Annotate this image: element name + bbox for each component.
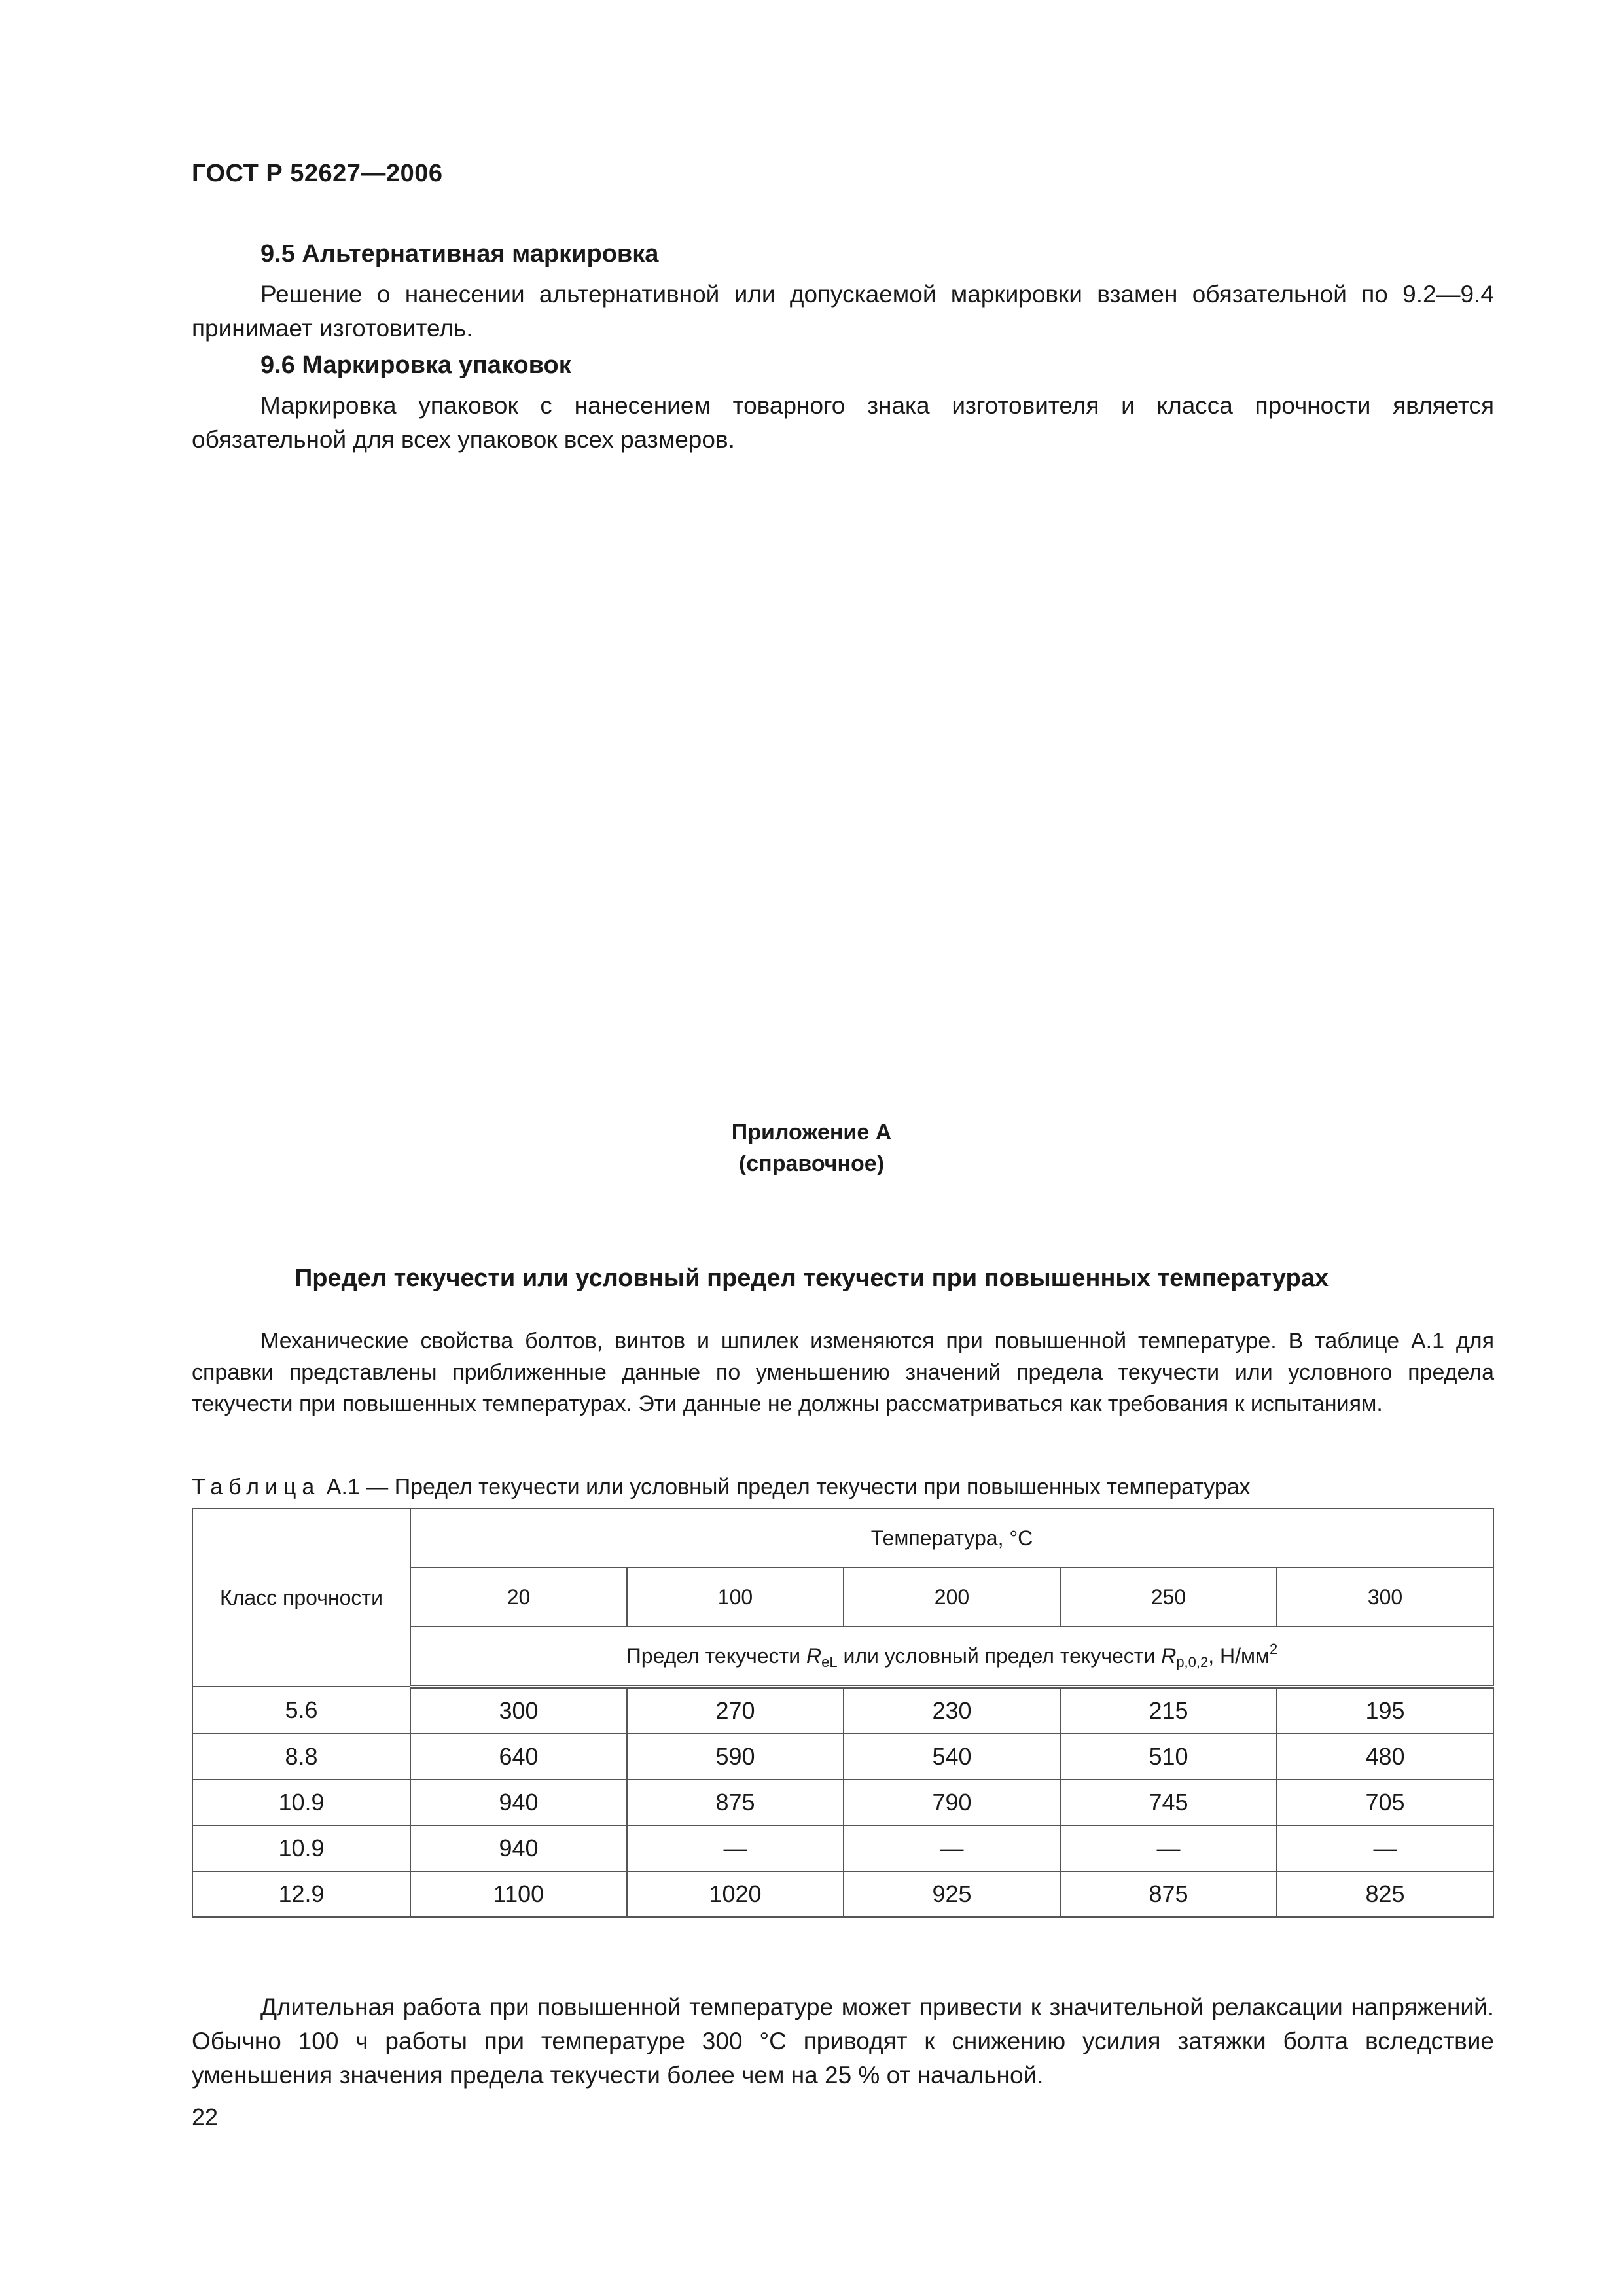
appendix-status: (справочное) xyxy=(738,1151,885,1176)
header-units xyxy=(410,1626,1493,1687)
yield-value-cell: 925 xyxy=(844,1871,1060,1917)
strength-class-cell: 12.9 xyxy=(192,1871,410,1917)
yield-value-cell: 875 xyxy=(627,1780,844,1825)
header-temperature: Температура, °С xyxy=(410,1509,1493,1568)
yield-value-cell: 230 xyxy=(844,1687,1060,1734)
subscript-el: eL xyxy=(821,1654,838,1670)
table-row xyxy=(192,1734,1493,1780)
section-9-6-heading: 9.6 Маркировка упаковок xyxy=(260,351,571,379)
units-text-1: Предел текучести xyxy=(626,1644,806,1668)
section-9-5-text: Решение о нанесении альтернативной или допускаемой маркировки взамен обязательной по 9.2—9.4 принимает изготовитель. xyxy=(192,281,1494,342)
table-row xyxy=(192,1780,1493,1825)
yield-value-cell: 940 xyxy=(410,1780,627,1825)
page-number: 22 xyxy=(192,2104,219,2130)
strength-class-cell: 10.9 xyxy=(192,1780,410,1825)
yield-value-cell: 640 xyxy=(410,1734,627,1780)
appendix-intro: Механические свойства болтов, винтов и шпилек изменяются при повышенной температуре. В таблице А.1 для справки представлены приближенные данные по уменьшению значений предела текучести или условного предела текучести при повышенных температурах. Эти данные не должны рассматриваться как требования к испытаниям. xyxy=(192,1329,1494,1416)
strength-class-cell: 10.9 xyxy=(192,1825,410,1871)
header-strength-class: Класс прочности xyxy=(192,1509,410,1687)
yield-value-cell: 510 xyxy=(1060,1734,1277,1780)
section-9-6-text: Маркировка упаковок с нанесением товарного знака изготовителя и класса прочности является обязательной для всех упаковок всех размеров. xyxy=(192,392,1494,453)
yield-value-cell: 940 xyxy=(410,1825,627,1871)
yield-value-cell: 540 xyxy=(844,1734,1060,1780)
units-text-2: или условный предел текучести xyxy=(837,1644,1162,1668)
subscript-p02: p,0,2 xyxy=(1176,1654,1209,1670)
yield-value-cell: 1020 xyxy=(627,1871,844,1917)
closing-paragraph: Длительная работа при повышенной температуре может привести к значительной релаксации напряжений. Обычно 100 ч работы при температуре 300 °С приводят к снижению усилия затяжки болта вследствие уменьшения значения предела текучести более чем на 25 % от начальной. xyxy=(192,1994,1494,2089)
symbol-r-el: R xyxy=(806,1644,822,1668)
appendix-title xyxy=(0,1117,1623,1179)
strength-class-cell: 5.6 xyxy=(192,1687,410,1734)
appendix-heading: Предел текучести или условный предел текучести при повышенных температурах xyxy=(294,1265,1329,1292)
table-caption-text: А.1 — Предел текучести или условный предел текучести при повышенных температурах xyxy=(326,1475,1251,1499)
yield-value-cell: 1100 xyxy=(410,1871,627,1917)
yield-value-cell: 480 xyxy=(1277,1734,1493,1780)
header-temp-300: 300 xyxy=(1277,1568,1493,1626)
yield-value-cell: — xyxy=(1060,1825,1277,1871)
yield-value-cell: 300 xyxy=(410,1687,627,1734)
table-caption-word: Таблица xyxy=(192,1475,321,1499)
yield-value-cell: 590 xyxy=(627,1734,844,1780)
yield-value-cell: — xyxy=(627,1825,844,1871)
header-temp-250: 250 xyxy=(1060,1568,1277,1626)
appendix-label: Приложение А xyxy=(731,1120,892,1145)
yield-value-cell: 195 xyxy=(1277,1687,1493,1734)
yield-value-cell: 875 xyxy=(1060,1871,1277,1917)
yield-value-cell: 790 xyxy=(844,1780,1060,1825)
superscript-2: 2 xyxy=(1270,1641,1278,1657)
header-temp-100: 100 xyxy=(627,1568,844,1626)
yield-value-cell: 825 xyxy=(1277,1871,1493,1917)
yield-value-cell: 215 xyxy=(1060,1687,1277,1734)
yield-value-cell: — xyxy=(1277,1825,1493,1871)
section-9-5-heading: 9.5 Альтернативная маркировка xyxy=(260,240,659,268)
document-code: ГОСТ Р 52627—2006 xyxy=(192,160,443,187)
units-text-3: , Н/мм xyxy=(1208,1644,1270,1668)
table-row xyxy=(192,1687,1493,1734)
header-temp-20: 20 xyxy=(410,1568,627,1626)
table-caption xyxy=(192,1475,1251,1500)
yield-strength-table xyxy=(192,1508,1494,1918)
table-row xyxy=(192,1871,1493,1917)
yield-value-cell: — xyxy=(844,1825,1060,1871)
yield-value-cell: 705 xyxy=(1277,1780,1493,1825)
yield-value-cell: 270 xyxy=(627,1687,844,1734)
strength-class-cell: 8.8 xyxy=(192,1734,410,1780)
header-temp-200: 200 xyxy=(844,1568,1060,1626)
yield-value-cell: 745 xyxy=(1060,1780,1277,1825)
symbol-r-p02: R xyxy=(1161,1644,1177,1668)
table-row xyxy=(192,1825,1493,1871)
